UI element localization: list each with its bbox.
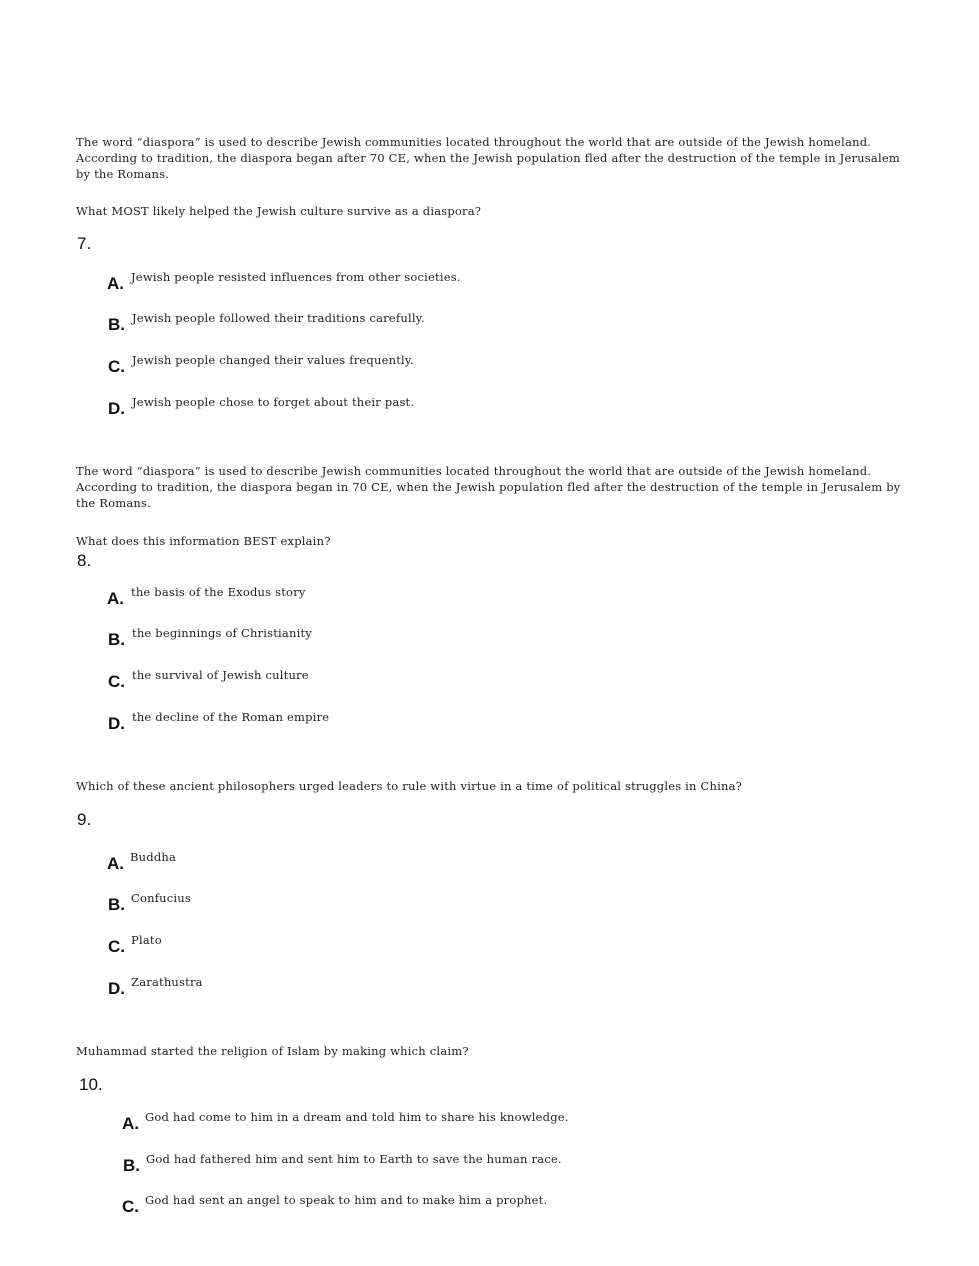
q9-option-a-letter[interactable]: A. [107, 854, 124, 873]
q9-option-d-text[interactable]: Zarathustra [131, 975, 203, 989]
q9-number: 9. [77, 810, 92, 829]
q7-option-c-text[interactable]: Jewish people changed their values frequently. [132, 353, 414, 367]
q8-option-d-letter[interactable]: D. [108, 714, 125, 733]
q9-prompt: Which of these ancient philosophers urged leaders to rule with virtue in a time of political struggles in China? [76, 779, 743, 793]
q9-option-a-text[interactable]: Buddha [130, 850, 177, 864]
q8-option-a-letter[interactable]: A. [107, 589, 124, 608]
q9-option-d-letter[interactable]: D. [108, 979, 125, 998]
q10-option-a-text[interactable]: God had come to him in a dream and told him to share his knowledge. [145, 1110, 569, 1124]
q7-prompt: What MOST likely helped the Jewish culture survive as a diaspora? [76, 204, 482, 218]
q9-option-b-text[interactable]: Confucius [131, 891, 192, 905]
q10-option-c-text[interactable]: God had sent an angel to speak to him and to make him a prophet. [145, 1193, 548, 1207]
q8-option-c-letter[interactable]: C. [108, 672, 125, 691]
q8-option-b-letter[interactable]: B. [108, 630, 125, 649]
q8-option-b-text[interactable]: the beginnings of Christianity [132, 626, 312, 640]
q8-option-a-text[interactable]: the basis of the Exodus story [131, 585, 306, 599]
q8-passage: The word “diaspora” is used to describe Jewish communities located throughout the world that are outside of the Jewish homeland. According to tradition, the diaspora began in 70 CE, when the Jewish population fled after the destruction of the temple in Jerusalem by the Romans. [76, 464, 901, 510]
q7-passage: The word “diaspora” is used to describe Jewish communities located throughout the world that are outside of the Jewish homeland. According to tradition, the diaspora began after 70 CE, when the Jewish population fled after the destruction of the temple in Jerusalem by the Romans. [76, 135, 900, 181]
q10-prompt: Muhammad started the religion of Islam by making which claim? [76, 1044, 469, 1058]
q10-option-b-letter[interactable]: B. [123, 1156, 140, 1175]
q10-number: 10. [79, 1075, 103, 1094]
q8-number: 8. [77, 551, 92, 570]
q9-option-c-text[interactable]: Plato [131, 933, 162, 947]
q7-number: 7. [77, 234, 92, 253]
q7-option-c-letter[interactable]: C. [108, 357, 125, 376]
q8-option-d-text[interactable]: the decline of the Roman empire [132, 710, 330, 724]
q7-option-b-text[interactable]: Jewish people followed their traditions carefully. [132, 311, 425, 325]
q7-option-b-letter[interactable]: B. [108, 315, 125, 334]
q8-prompt: What does this information BEST explain? [76, 534, 331, 548]
q7-option-a-text[interactable]: Jewish people resisted influences from other societies. [131, 270, 461, 284]
q10-option-b-text[interactable]: God had fathered him and sent him to Earth to save the human race. [146, 1152, 562, 1166]
q10-option-a-letter[interactable]: A. [122, 1114, 139, 1133]
q10-option-c-letter[interactable]: C. [122, 1197, 139, 1216]
q7-option-d-text[interactable]: Jewish people chose to forget about their past. [132, 395, 415, 409]
q9-option-c-letter[interactable]: C. [108, 937, 125, 956]
q8-option-c-text[interactable]: the survival of Jewish culture [132, 668, 309, 682]
q7-option-a-letter[interactable]: A. [107, 274, 124, 293]
q9-option-b-letter[interactable]: B. [108, 895, 125, 914]
q7-option-d-letter[interactable]: D. [108, 399, 125, 418]
